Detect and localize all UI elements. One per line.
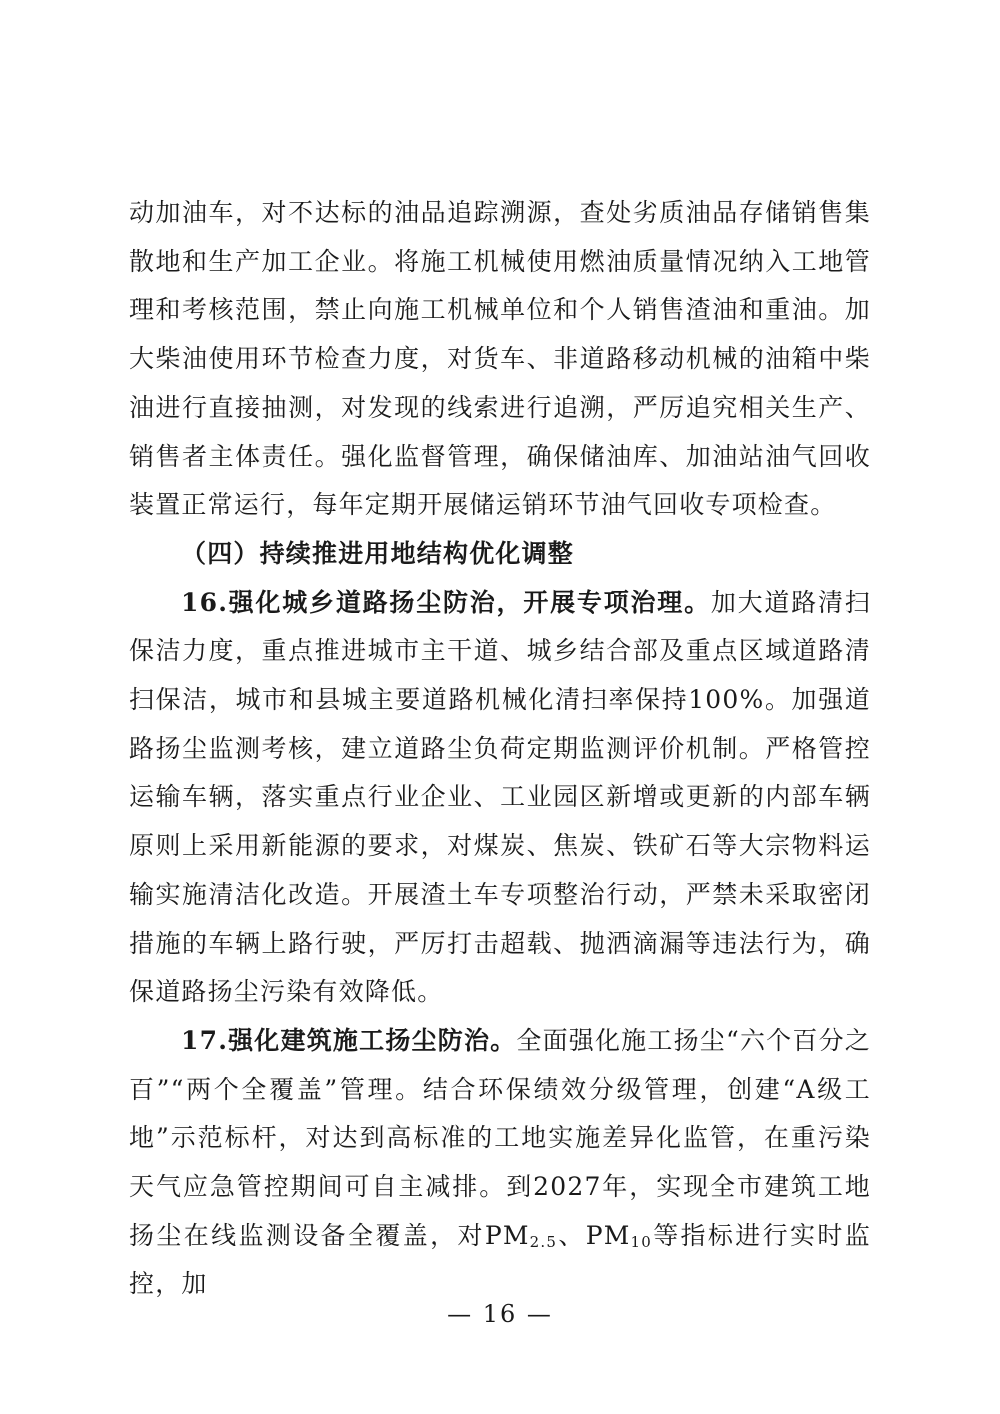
item-17-body-part1: 全面强化施工扬尘“六个百分之百”“两个全覆盖”管理。结合环保绩效分级管理，创建“A级工地”示范标杆，对达到高标准的工地实施差异化监管，在重污染天气应急管控期间可自主减排。到2027年，实现全市建筑工地扬尘在线监测设备全覆盖，对: [129, 1025, 871, 1250]
pm25-subscript: 2.5: [529, 1232, 558, 1251]
page-number: — 16 —: [447, 1300, 553, 1328]
pm10-base: PM: [585, 1220, 631, 1250]
item-16-paragraph: [129, 579, 871, 1017]
section-heading: （四）持续推进用地结构优化调整: [181, 538, 575, 568]
continued-paragraph: 动加油车，对不达标的油品追踪溯源，查处劣质油品存储销售集散地和生产加工企业。将施工机械使用燃油质量情况纳入工地管理和考核范围，禁止向施工机械单位和个人销售渣油和重油。加大柴油使用环节检查力度，对货车、非道路移动机械的油箱中柴油进行直接抽测，对发现的线索进行追溯，严厉追究相关生产、销售者主体责任。强化监督管理，确保储油库、加油站油气回收装置正常运行，每年定期开展储运销环节油气回收专项检查。: [129, 198, 871, 520]
document-body: [129, 189, 871, 1309]
item-17-title: 17.强化建筑施工扬尘防治。: [181, 1025, 517, 1055]
pm25-base: PM: [484, 1220, 530, 1250]
item-17-body-part2: 等指标进行实时监控，加: [129, 1220, 871, 1299]
pm10-subscript: 10: [630, 1232, 653, 1251]
item-17-paragraph: [129, 1017, 871, 1309]
pm-separator: 、: [557, 1220, 586, 1250]
item-16-title: 16.强化城乡道路扬尘防治，开展专项治理。: [181, 587, 711, 617]
item-16-body: 加大道路清扫保洁力度，重点推进城市主干道、城乡结合部及重点区域道路清扫保洁，城市和县城主要道路机械化清扫率保持100%。加强道路扬尘监测考核，建立道路尘负荷定期监测评价机制。严格管控运输车辆，落实重点行业企业、工业园区新增或更新的内部车辆原则上采用新能源的要求，对煤炭、焦炭、铁矿石等大宗物料运输实施清洁化改造。开展渣土车专项整治行动，严禁未采取密闭措施的车辆上路行驶，严厉打击超载、抛洒滴漏等违法行为，确保道路扬尘污染有效降低。: [129, 587, 871, 1007]
